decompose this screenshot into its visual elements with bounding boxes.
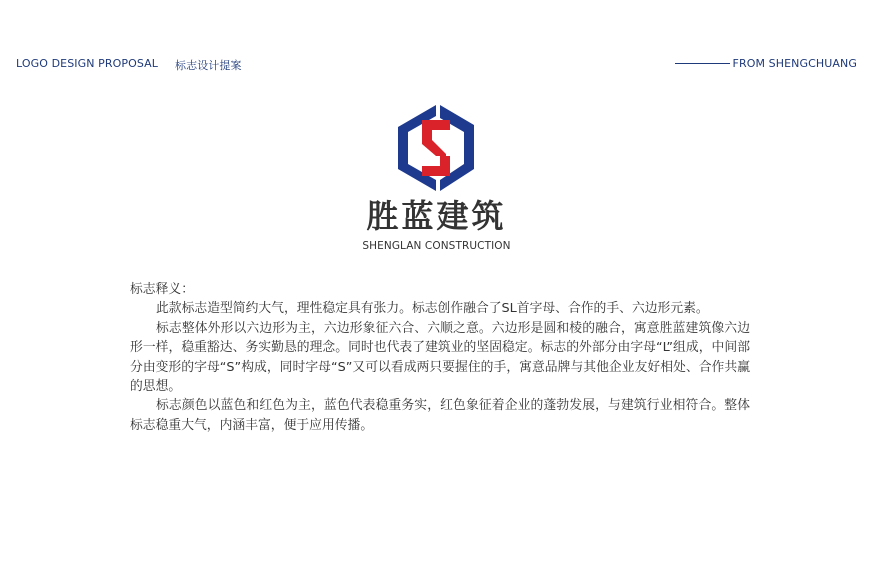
logo-explanation [130,280,750,435]
explanation-paragraph-1: 此款标志造型简约大气，理性稳定具有张力。标志创作融合了SL首字母、合作的手、六边形元素。 [156,301,709,317]
hexagon-sl-logo-icon [396,104,476,192]
logo-right-blue-shape [440,105,474,191]
logo-red-s-top [422,120,450,140]
explanation-paragraph-3: 标志颜色以蓝色和红色为主，蓝色代表稳重务实，红色象征着企业的蓬勃发展，与建筑行业相符合。整体标志稳重大气，内涵丰富，便于应用传播。 [130,398,750,433]
header-divider-line [675,63,730,64]
brand-name-cn: 胜蓝建筑 [366,197,507,235]
explanation-heading: 标志释义： [130,282,194,297]
from-label: FROM SHENGCHUANG [732,57,857,70]
proposal-title-cn: 标志设计提案 [175,59,242,72]
explanation-paragraph-2: 标志整体外形以六边形为主，六边形象征六合、六顺之意。六边形是圆和棱的融合，寓意胜蓝建筑像六边形一样，稳重豁达、务实勤恳的理念。同时也代表了建筑业的坚固稳定。标志的外部分由字母“L”组成，中间部分由变形的字母“S”构成，同时字母“S”又可以看成两只要握住的手，寓意品牌与其他企业友好相处、合作共赢的思想。 [130,320,750,395]
logo-red-s-middle [422,140,446,156]
proposal-title-en: LOGO DESIGN PROPOSAL [16,57,159,70]
brand-name-en: SHENGLAN CONSTRUCTION [362,240,511,252]
logo-red-s-bottom [422,156,450,176]
